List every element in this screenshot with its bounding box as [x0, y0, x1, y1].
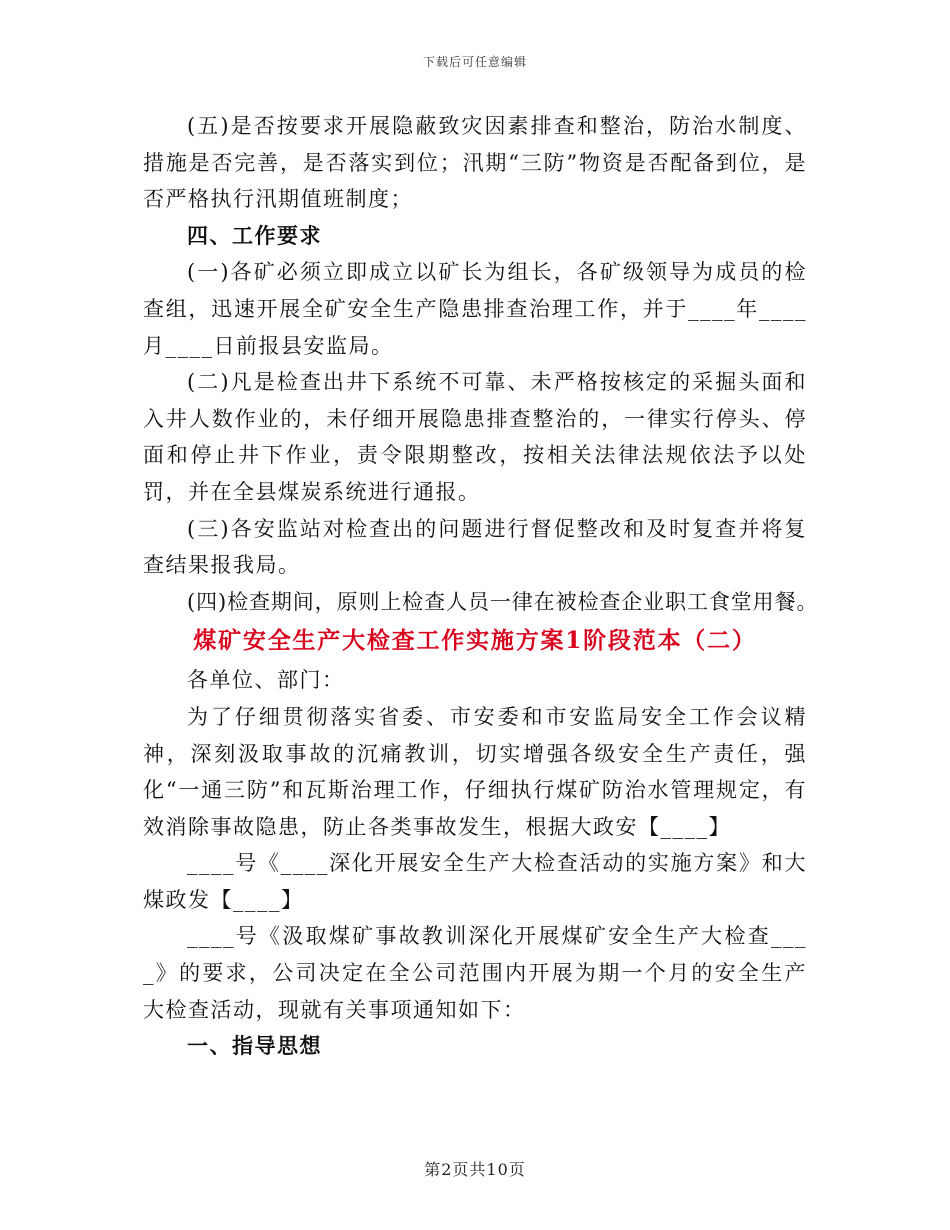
paragraph-requirement-four: (四)检查期间，原则上检查人员一律在被检查企业职工食堂用餐。 [187, 589, 819, 614]
section-heading-guiding-ideology: 一、指导思想 [187, 1033, 322, 1059]
paragraph-item-five: (五)是否按要求开展隐蔽致灾因素排查和整治，防治水制度、措施是否完善，是否落实到位；汛期“三防”物资是否配备到位，是否严格执行汛期值班制度； [143, 114, 807, 212]
section-heading-work-requirements: 四、工作要求 [187, 222, 322, 248]
salutation: 各单位、部门： [187, 668, 345, 693]
paragraph-reference-two: ____号《汲取煤矿事故教训深化开展煤矿安全生产大检查____》的要求，公司决定在全公司范围内开展为期一个月的安全生产大检查活动，现就有关事项通知如下： [143, 924, 807, 1022]
page-footer: 第2页共10页 [424, 1160, 526, 1179]
paragraph-requirement-one: (一)各矿必须立即成立以矿长为组长，各矿级领导为成员的检查组，迅速开展全矿安全生产隐患排查治理工作，并于____年____月____日前报县安监局。 [143, 260, 807, 358]
paragraph-requirement-two: (二)凡是检查出井下系统不可靠、未严格按核定的采掘头面和入井人数作业的，未仔细开展隐患排查整治的，一律实行停头、停面和停止井下作业，责令限期整改，按相关法律法规依法予以处罚，并在全县煤炭系统进行通报。 [143, 370, 807, 504]
document-body [143, 108, 819, 1065]
paragraph-reference-one: ____号《____深化开展安全生产大检查活动的实施方案》和大煤政发【____】 [143, 851, 807, 912]
page-header: 下载后可任意编辑 [422, 55, 527, 69]
paragraph-requirement-three: (三)各安监站对检查出的问题进行督促整改和及时复查并将复查结果报我局。 [143, 516, 807, 578]
paragraph-intro: 为了仔细贯彻落实省委、市安委和市安监局安全工作会议精神，深刻汲取事故的沉痛教训，切实增强各级安全生产责任，强化“一通三防”和瓦斯治理工作，仔细执行煤矿防治水管理规定，有效消除事故隐患，防止各类事故发生，根据大政安【____】 [143, 704, 807, 839]
document-title: 煤矿安全生产大检查工作实施方案1阶段范本（二） [193, 627, 757, 655]
